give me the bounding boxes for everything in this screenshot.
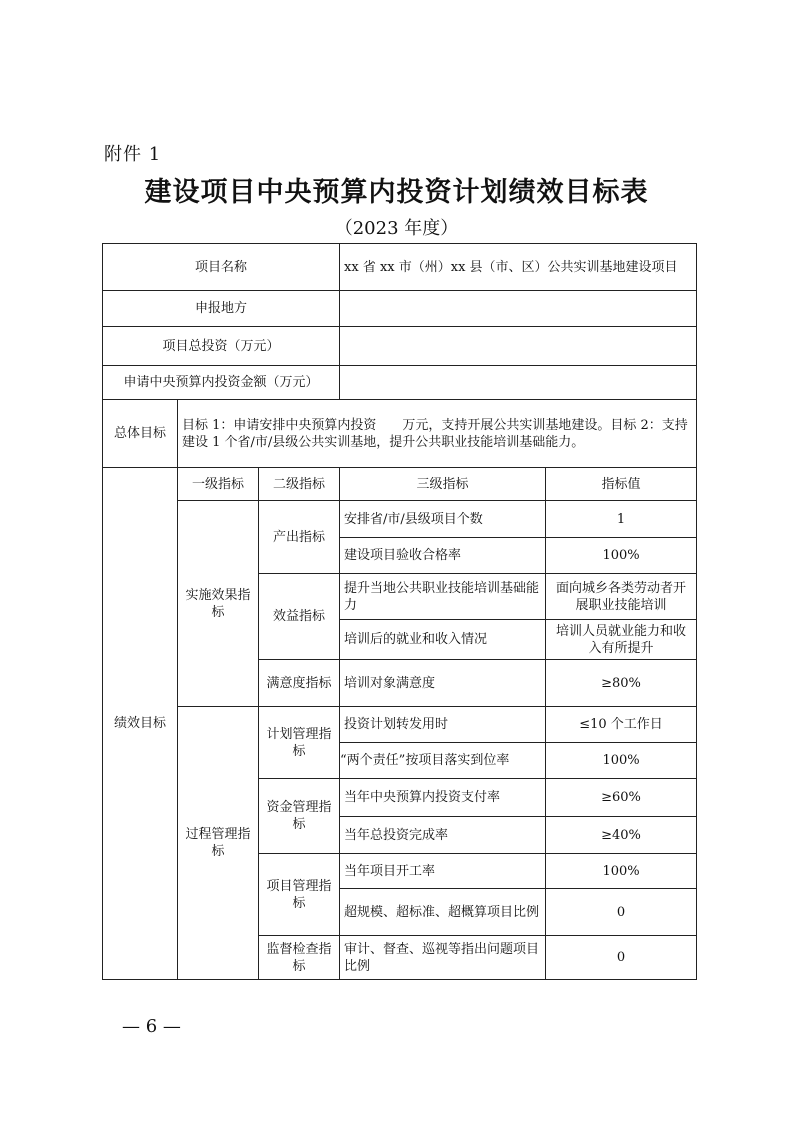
indicator-value: 100% <box>546 854 697 889</box>
total-investment-label: 项目总投资（万元） <box>103 327 340 366</box>
indicator-value: 培训人员就业能力和收入有所提升 <box>546 620 697 660</box>
table-row <box>103 366 697 400</box>
perf-target-label: 绩效目标 <box>103 468 178 980</box>
benefit-label: 效益指标 <box>259 574 340 660</box>
header-level1: 一级指标 <box>178 468 259 501</box>
region-label: 申报地方 <box>103 291 340 327</box>
central-amount-label: 申请中央预算内投资金额（万元） <box>103 366 340 400</box>
total-investment-value <box>340 327 697 366</box>
table-row <box>103 468 697 501</box>
indicator-value: 100% <box>546 538 697 574</box>
document-year: （2023 年度） <box>334 218 459 239</box>
plan-mgmt-label: 计划管理指标 <box>259 707 340 779</box>
indicator-value: ≥40% <box>546 817 697 854</box>
page-number: — 6 — <box>122 1016 181 1037</box>
project-mgmt-label: 项目管理指标 <box>259 854 340 936</box>
document-title: 建设项目中央预算内投资计划绩效目标表 <box>144 177 649 208</box>
satisfaction-label: 满意度指标 <box>259 660 340 707</box>
process-mgmt-label: 过程管理指标 <box>178 707 259 980</box>
indicator-name: 当年总投资完成率 <box>340 817 546 854</box>
impl-effect-label: 实施效果指标 <box>178 501 259 707</box>
indicator-value: 0 <box>546 936 697 980</box>
table-row <box>103 291 697 327</box>
indicator-name: 投资计划转发用时 <box>340 707 546 743</box>
indicator-name: “两个责任”按项目落实到位率 <box>340 743 546 779</box>
table-row <box>103 400 697 468</box>
project-name-value: xx 省 xx 市（州）xx 县（市、区）公共实训基地建设项目 <box>340 244 697 291</box>
overall-target-label: 总体目标 <box>103 400 178 468</box>
table-row <box>103 707 697 743</box>
supervision-label: 监督检查指标 <box>259 936 340 980</box>
header-value: 指标值 <box>546 468 697 501</box>
indicator-value: 100% <box>546 743 697 779</box>
indicator-name: 培训后的就业和收入情况 <box>340 620 546 660</box>
header-level2: 二级指标 <box>259 468 340 501</box>
indicator-value: 面向城乡各类劳动者开展职业技能培训 <box>546 574 697 620</box>
attachment-label: 附件 1 <box>104 144 162 165</box>
project-name-label: 项目名称 <box>103 244 340 291</box>
indicator-name: 建设项目验收合格率 <box>340 538 546 574</box>
table-row <box>103 501 697 538</box>
indicator-value: 1 <box>546 501 697 538</box>
output-label: 产出指标 <box>259 501 340 574</box>
indicator-value: ≥60% <box>546 779 697 817</box>
indicator-name: 安排省/市/县级项目个数 <box>340 501 546 538</box>
indicator-value: ≥80% <box>546 660 697 707</box>
table-row <box>103 244 697 291</box>
performance-target-table <box>102 243 697 980</box>
indicator-name: 超规模、超标准、超概算项目比例 <box>340 889 546 936</box>
fund-mgmt-label: 资金管理指标 <box>259 779 340 854</box>
indicator-value: ≤10 个工作日 <box>546 707 697 743</box>
indicator-value: 0 <box>546 889 697 936</box>
indicator-name: 提升当地公共职业技能培训基础能力 <box>340 574 546 620</box>
indicator-name: 审计、督查、巡视等指出问题项目比例 <box>340 936 546 980</box>
overall-target-text: 目标 1：申请安排中央预算内投资 万元，支持开展公共实训基地建设。目标 2：支持建设 1 个省/市/县级公共实训基地，提升公共职业技能培训基础能力。 <box>178 400 697 468</box>
region-value <box>340 291 697 327</box>
indicator-name: 培训对象满意度 <box>340 660 546 707</box>
indicator-name: 当年中央预算内投资支付率 <box>340 779 546 817</box>
header-level3: 三级指标 <box>340 468 546 501</box>
central-amount-value <box>340 366 697 400</box>
indicator-name: 当年项目开工率 <box>340 854 546 889</box>
table-row <box>103 327 697 366</box>
